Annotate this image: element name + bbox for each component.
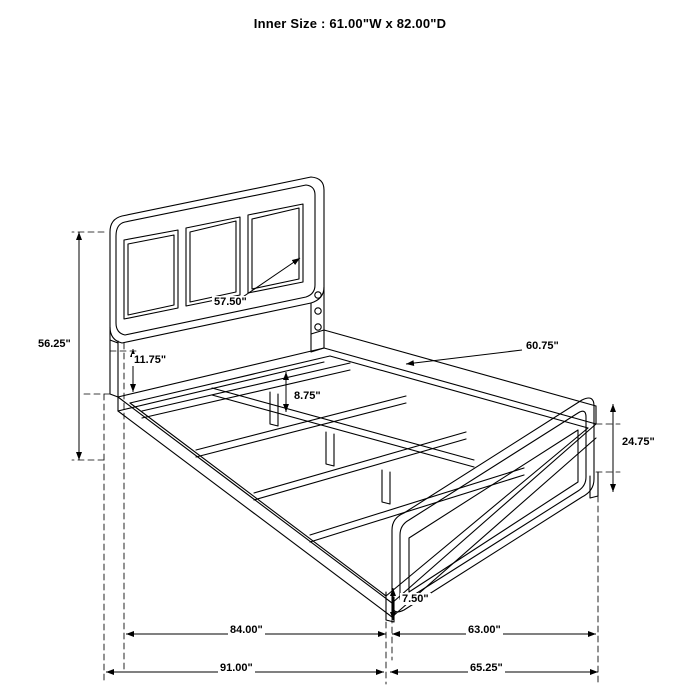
bed-outline [72,177,620,684]
dim-label-inner-length: 84.00" [230,624,263,636]
page-title: Inner Size : 61.00"W x 82.00"D [253,16,447,31]
dim-line-rail-width [406,350,522,364]
dim-label-overall-width: 65.25" [470,662,503,674]
dim-label-rail-width: 60.75" [526,340,559,352]
dim-label-overall-length: 91.00" [220,662,253,674]
dim-label-inner-width: 63.00" [468,624,501,636]
dim-label-headboard-height: 57.50" [214,296,247,308]
dim-label-footboard-height: 24.75" [622,436,655,448]
dim-label-overall-height: 56.25" [38,338,71,350]
dimension-lines [79,232,613,672]
dim-label-leg-height: 7.50" [402,593,429,605]
dim-label-slat-height: 8.75" [294,390,321,402]
dim-label-rail-height: 11.75" [134,354,167,366]
